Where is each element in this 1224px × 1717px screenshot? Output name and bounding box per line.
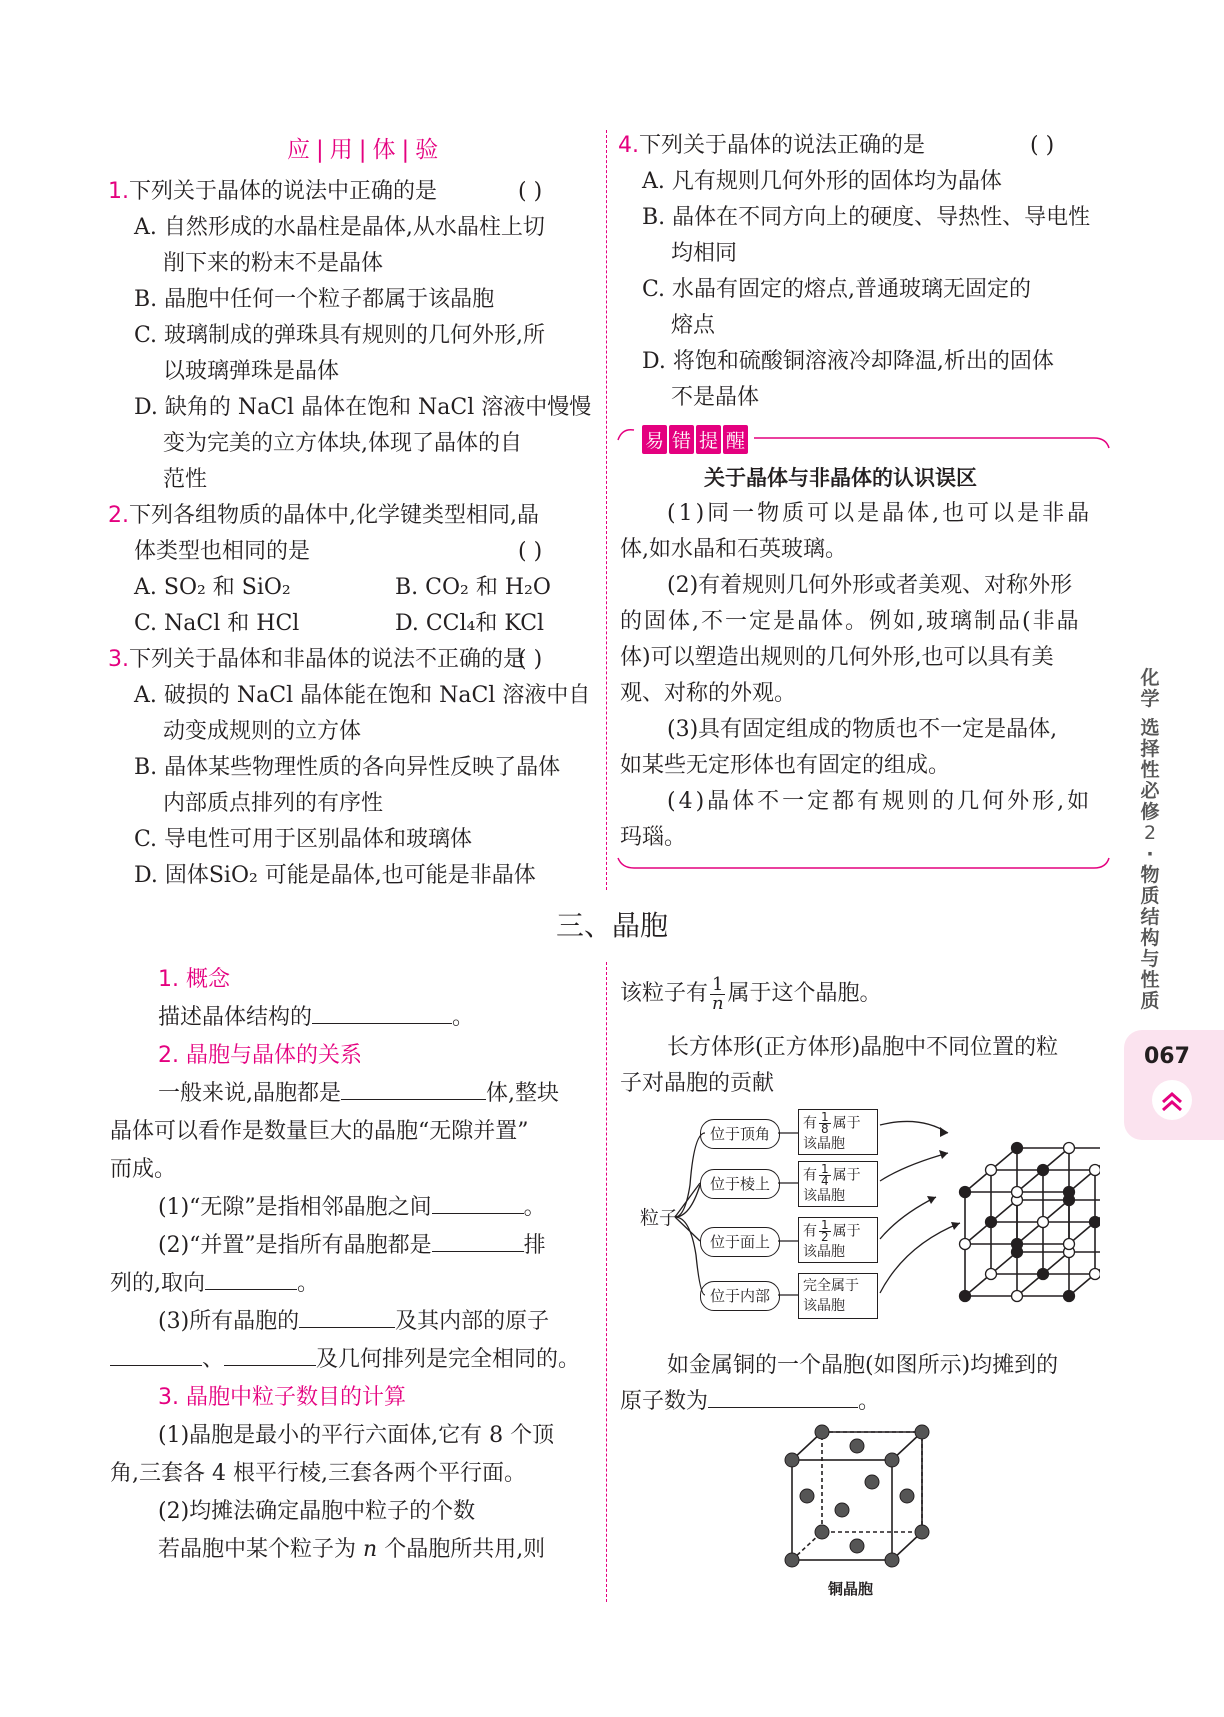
- q4-option-c-cont: 熔点: [671, 313, 716, 338]
- fill-blank[interactable]: [341, 1077, 486, 1100]
- q1-option-b: B. 晶胞中任何一个粒子都属于该晶胞: [134, 287, 495, 312]
- fill-blank[interactable]: [432, 1191, 524, 1214]
- lattice-node: [1038, 1269, 1049, 1280]
- q2-option-a: A. SO₂ 和 SiO₂: [134, 575, 291, 600]
- fill-blank[interactable]: [432, 1229, 524, 1252]
- branch-interior: 位于内部: [700, 1281, 780, 1311]
- column-divider-bottom: [606, 962, 607, 1602]
- copper-question-line-1: 如金属铜的一个晶胞(如图所示)均摊到的: [667, 1353, 1059, 1378]
- q3-option-b: B. 晶体某些物理性质的各向异性反映了晶体: [134, 755, 561, 780]
- lattice-node: [1064, 1187, 1075, 1198]
- q3-option-b-cont: 内部质点排列的有序性: [163, 791, 384, 816]
- q1-option-c: C. 玻璃制成的弹珠具有规则的几何外形,所: [134, 323, 546, 348]
- q4-option-b-cont: 均相同: [671, 241, 738, 266]
- calc-line-2: 角,三套各 4 根平行棱,三套各两个平行面。: [110, 1461, 526, 1486]
- contribution-diagram: [630, 1105, 1100, 1345]
- section-title: 三、晶胞: [556, 909, 669, 942]
- lattice-node: [986, 1217, 997, 1228]
- lattice-node: [1090, 1217, 1101, 1228]
- subheading-calculation: 3. 晶胞中粒子数目的计算: [158, 1385, 406, 1410]
- q2-option-c: C. NaCl 和 HCl: [134, 611, 300, 636]
- q3-option-a-cont: 动变成规则的立方体: [163, 719, 362, 744]
- lattice-node: [960, 1239, 971, 1250]
- question-4-answer-paren: ( ): [1030, 133, 1055, 158]
- subheading-concept: 1. 概念: [158, 967, 230, 992]
- tip-line-2: 体,如水晶和石英玻璃。: [620, 537, 847, 562]
- relationship-line-7: (3)所有晶胞的 及其内部的原子: [158, 1304, 549, 1340]
- q1-option-d: D. 缺角的 NaCl 晶体在饱和 NaCl 溶液中慢慢: [134, 395, 592, 420]
- branch-vertex: 位于顶角: [700, 1119, 780, 1149]
- q1-option-a: A. 自然形成的水晶柱是晶体,从水晶柱上切: [134, 215, 545, 240]
- tip-title: 关于晶体与非晶体的认识误区: [704, 466, 977, 490]
- calc-line-4: 若晶胞中某个粒子为 n 个晶胞所共用,则: [158, 1537, 546, 1562]
- calc-line-3: (2)均摊法确定晶胞中粒子的个数: [158, 1499, 476, 1524]
- tip-line-6: 观、对称的外观。: [620, 681, 797, 706]
- q1-option-d-cont1: 变为完美的立方体块,体现了晶体的自: [163, 431, 522, 456]
- question-4-stem: 4.下列关于晶体的说法正确的是: [618, 133, 926, 158]
- lattice-node: [1064, 1291, 1075, 1302]
- q4-option-a: A. 凡有规则几何外形的固体均为晶体: [642, 169, 1002, 194]
- chevron-up-icon-glyph: [1152, 1080, 1192, 1120]
- result-vertex: 有 $\frac{1}{8}$ 属于 该晶胞: [798, 1109, 878, 1155]
- fill-blank[interactable]: [299, 1305, 395, 1328]
- lattice-node: [1064, 1239, 1075, 1250]
- column-divider-top: [606, 130, 607, 890]
- question-3-stem: 3.下列关于晶体和非晶体的说法不正确的是: [108, 647, 526, 672]
- question-1-answer-paren: ( ): [518, 179, 543, 204]
- calc-line-1: (1)晶胞是最小的平行六面体,它有 8 个顶: [158, 1423, 555, 1448]
- lattice-node: [1012, 1187, 1023, 1198]
- lattice-node: [1012, 1239, 1023, 1250]
- q3-option-a: A. 破损的 NaCl 晶体能在饱和 NaCl 溶液中自: [134, 683, 591, 708]
- question-2-stem: 2.下列各组物质的晶体中,化学键类型相同,晶: [108, 503, 539, 528]
- diagram-root-label: 粒子: [640, 1207, 679, 1229]
- tip-line-3: (2)有着规则几何外形或者美观、对称外形: [667, 573, 1073, 598]
- tip-line-8: 如某些无定形体也有固定的组成。: [620, 753, 951, 778]
- tip-tags: 易 错 提 醒: [642, 425, 750, 454]
- page-number: 067: [1144, 1044, 1190, 1069]
- side-vertical-title: 化 学 选 择 性 必 修 2 · 物 质 结 构 与 性 质: [1140, 667, 1160, 1012]
- lattice-node: [1012, 1143, 1023, 1154]
- q3-option-d: D. 固体SiO₂ 可能是晶体,也可能是非晶体: [134, 863, 536, 888]
- fill-blank[interactable]: [312, 1001, 452, 1024]
- result-face: 有 $\frac{1}{2}$ 属于 该晶胞: [798, 1217, 878, 1263]
- q1-option-c-cont: 以玻璃弹珠是晶体: [163, 359, 340, 384]
- result-interior: 完全属于 该晶胞: [798, 1273, 878, 1319]
- q4-option-b: B. 晶体在不同方向上的硬度、导热性、导电性: [642, 205, 1091, 230]
- q2-option-d: D. CCl₄和 KCl: [395, 611, 545, 636]
- tip-line-10: 玛瑙。: [620, 825, 687, 850]
- question-2-answer-paren: ( ): [518, 539, 543, 564]
- branch-edge: 位于棱上: [700, 1169, 780, 1199]
- relationship-line-6: 列的,取向 。: [110, 1266, 319, 1302]
- lattice-node: [1090, 1269, 1101, 1280]
- result-edge: 有 $\frac{1}{4}$ 属于 该晶胞: [798, 1161, 878, 1207]
- fill-blank[interactable]: [708, 1385, 858, 1408]
- relationship-line-2: 晶体可以看作是数量巨大的晶胞“无隙并置”: [110, 1119, 529, 1144]
- relationship-line-3: 而成。: [110, 1157, 177, 1182]
- question-2-stem-cont: 体类型也相同的是: [134, 539, 311, 564]
- q4-option-c: C. 水晶有固定的熔点,普通玻璃无固定的: [642, 277, 1032, 302]
- fill-blank[interactable]: [224, 1343, 316, 1366]
- tip-line-9: (4)晶体不一定都有规则的几何外形,如: [667, 789, 1093, 814]
- chevron-up-icon[interactable]: [1152, 1080, 1192, 1120]
- lattice-node: [1038, 1217, 1049, 1228]
- lattice-node: [986, 1269, 997, 1280]
- lattice-node: [1038, 1165, 1049, 1176]
- concept-line: 描述晶体结构的 。: [158, 1000, 474, 1036]
- page-tab: [1124, 1030, 1224, 1140]
- copper-cell-caption: 铜晶胞: [828, 1580, 874, 1598]
- q2-option-b: B. CO₂ 和 H₂O: [395, 575, 551, 600]
- lattice-node: [1012, 1291, 1023, 1302]
- tip-line-5: 体)可以塑造出规则的几何外形,也可以具有美: [620, 645, 1054, 670]
- tip-line-4: 的固体,不一定是晶体。例如,玻璃制品(非晶: [620, 609, 1081, 634]
- lattice-node: [1064, 1143, 1075, 1154]
- tip-line-7: (3)具有固定组成的物质也不一定是晶体,: [667, 717, 1058, 742]
- contribution-line-1: 长方体形(正方体形)晶胞中不同位置的粒: [667, 1035, 1059, 1060]
- section-heading-practice: 应 | 用 | 体 | 验: [287, 137, 439, 163]
- fill-blank[interactable]: [110, 1343, 202, 1366]
- relationship-line-4: (1)“无隙”是指相邻晶胞之间 。: [158, 1190, 546, 1226]
- q1-option-a-cont: 削下来的粉末不是晶体: [163, 251, 384, 276]
- fraction-line: 该粒子有 $\frac{1}{n}$ 属于这个晶胞。: [620, 973, 882, 1014]
- subheading-relationship: 2. 晶胞与晶体的关系: [158, 1043, 362, 1068]
- q1-option-d-cont2: 范性: [163, 467, 208, 492]
- copper-unit-cell: [780, 1420, 940, 1570]
- q3-option-c: C. 导电性可用于区别晶体和玻璃体: [134, 827, 473, 852]
- question-1-stem: 1.下列关于晶体的说法中正确的是: [108, 179, 438, 204]
- fill-blank[interactable]: [205, 1267, 297, 1290]
- q4-option-d: D. 将饱和硫酸铜溶液冷却降温,析出的固体: [642, 349, 1054, 374]
- lattice-node: [960, 1291, 971, 1302]
- lattice-node: [1090, 1165, 1101, 1176]
- copper-question-line-2: 原子数为 。: [620, 1384, 880, 1420]
- branch-face: 位于面上: [700, 1227, 780, 1257]
- relationship-line-1: 一般来说,晶胞都是 体,整块: [158, 1076, 559, 1112]
- relationship-line-8: 、 及几何排列是完全相同的。: [110, 1342, 580, 1378]
- fraction-1-over-n: $\frac{1}{n}$: [711, 973, 724, 1014]
- question-3-answer-paren: ( ): [518, 647, 543, 672]
- q4-option-d-cont: 不是晶体: [671, 385, 760, 410]
- lattice-node: [960, 1187, 971, 1198]
- lattice-node: [986, 1165, 997, 1176]
- relationship-line-5: (2)“并置”是指所有晶胞都是 排: [158, 1228, 546, 1264]
- contribution-line-2: 子对晶胞的贡献: [620, 1071, 775, 1096]
- tip-line-1: (1)同一物质可以是晶体,也可以是非晶: [667, 501, 1093, 526]
